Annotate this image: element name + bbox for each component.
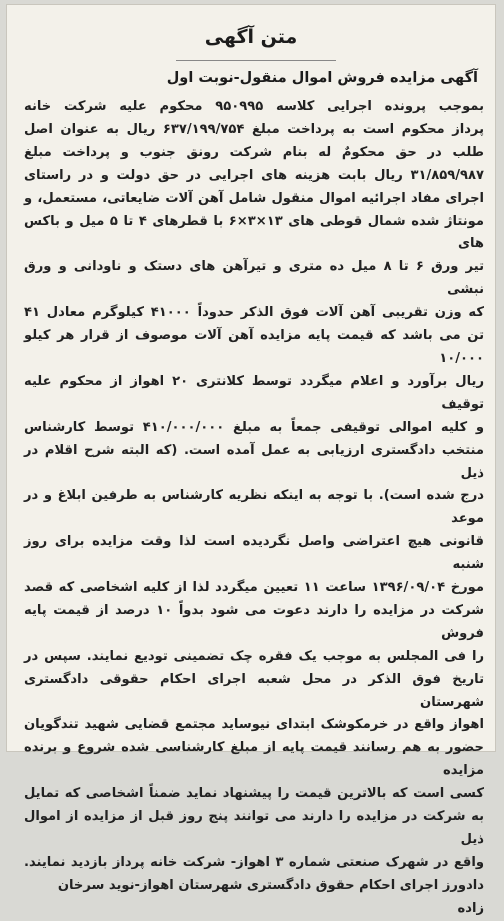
notice-line: پرداز محکوم است به پرداخت مبلغ ۶۳۷/۱۹۹/۷۵۴ ریال به عنوان اصل: [24, 121, 484, 137]
notice-line: واقع در شهرک صنعتی شماره ۳ اهواز- شرکت خانه پرداز بازدید نمایند.: [24, 854, 484, 870]
notice-line: منتخب دادگستری ارزیابی به عمل آمده است. (که البته شرح اقلام در ذیل: [24, 442, 484, 481]
notice-line: تاریخ فوق الذکر در محل شعبه اجرای احکام حقوقی دادگستری شهرستان: [24, 671, 484, 710]
title-divider: [176, 60, 336, 61]
notice-title: متن آگهی: [204, 26, 298, 48]
notice-line: مورخ ۱۳۹۶/۰۹/۰۴ ساعت ۱۱ تعیین میگردد لذا از کلیه اشخاصی که قصد: [24, 580, 484, 596]
notice-line: به شرکت در مزایده را دارند می توانند پنج روز قبل از مزایده از اموال ذیل: [24, 809, 484, 847]
notice-line: بموجب پرونده اجرایی کلاسه ۹۵۰۹۹۵ محکوم علیه شرکت خانه: [24, 99, 484, 114]
notice-line: درج شده است). با توجه به اینکه نظریه کارشناس به طرفین ابلاغ و در موعد: [24, 488, 484, 527]
notice-line: مونتاژ شده شمال قوطی های ۱۳×۳×۶ با قطرهای ۴ تا ۵ میل و باکس های: [24, 213, 484, 252]
notice-subtitle: آگهی مزایده فروش اموال منقول-نوبت اول: [166, 70, 478, 86]
notice-line: قانونی هیچ اعتراضی واصل نگردیده است لذا وقت مزایده برای روز شنبه: [24, 534, 484, 573]
notice-line: ۳۱/۸۵۹/۹۸۷ ریال بابت هزینه های اجرایی در حق دولت و در راستای: [24, 167, 484, 183]
notice-line: طلب در حق محکومٌ له بنام شرکت رونق جنوب و پرداخت مبلغ: [24, 144, 484, 160]
notice-line: تن می باشد که قیمت پایه مزایده آهن آلات موصوف از قرار هر کیلو ۱۰/۰۰۰: [24, 328, 484, 366]
notice-line: تیر ورق ۶ تا ۸ میل ده متری و تیرآهن های دستک و ناودانی و ورق نبشی: [24, 259, 484, 298]
notice-line: شرکت در مزایده را دارند دعوت می شود بدواً ۱۰ درصد از قیمت پایه فروش: [24, 602, 485, 641]
newspaper-clipping: [6, 4, 496, 916]
notice-line: کسی است که بالاترین قیمت را پیشنهاد نماید ضمناً اشخاصی که تمایل: [24, 786, 484, 802]
notice-line: را فی المجلس به موجب یک فقره چک تضمینی تودیع نمایند. سپس در: [24, 648, 484, 664]
notice-line: اجرای مفاد اجرائیه اموال منقول شامل آهن آلات ضایعاتی، مستعمل، و: [24, 190, 484, 206]
notice-body: [24, 96, 484, 921]
notice-line: که وزن تقریبی آهن آلات فوق الذکر حدوداً ۴۱۰۰۰ کیلوگرم معادل ۴۱: [24, 305, 484, 321]
notice-line: حضور به هم رسانند قیمت پایه از مبلغ کارشناسی شده شروع و برنده مزایده: [24, 740, 484, 779]
notice-line: دادورز اجرای احکام حقوق دادگستری شهرستان اهواز-نوید سرخان: [57, 877, 484, 893]
notice-line: ریال برآورد و اعلام میگردد توسط کلانتری ۲۰ اهواز از محکوم علیه توقیف: [24, 373, 484, 412]
notice-line: اهواز واقع در خرمکوشک ابتدای نیوساید مجتمع قضایی شهید تندگویان: [24, 717, 484, 733]
notice-line: و کلیه اموالی توقیفی جمعاً به مبلغ ۴۱۰/۰۰۰/۰۰۰ توسط کارشناس: [24, 419, 484, 435]
notice-line: زاده: [457, 900, 484, 916]
